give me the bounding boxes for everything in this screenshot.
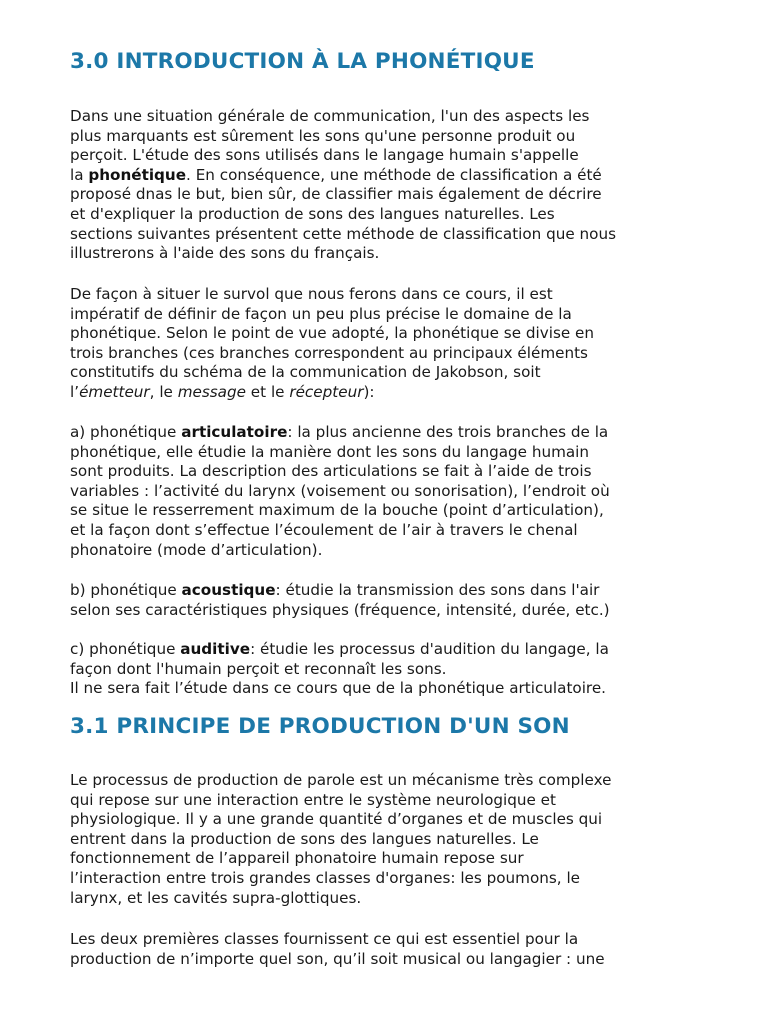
- text-line: trois branches (ces branches correspondent au principaux éléments: [70, 343, 588, 362]
- text-line: impératif de définir de façon un peu plus précise le domaine de la: [70, 304, 572, 323]
- text-line: l’émetteur, le message et le récepteur):: [70, 382, 375, 401]
- text-line: fonctionnement de l’appareil phonatoire humain repose sur: [70, 849, 524, 868]
- text-line: phonétique. Selon le point de vue adopté, la phonétique se divise en: [70, 324, 594, 343]
- intro-paragraph: [70, 107, 702, 264]
- text-line: a) phonétique articulatoire: la plus ancienne des trois branches de la: [70, 423, 609, 441]
- term-phonetique: phonétique: [88, 165, 187, 184]
- text-line: proposé dnas le but, bien sûr, de classifier mais également de décrire: [70, 185, 602, 204]
- term-recepteur: récepteur: [289, 382, 364, 401]
- text-line: et d'expliquer la production de sons des langues naturelles. Les: [70, 204, 555, 223]
- text-line: selon ses caractéristiques physiques (fréquence, intensité, durée, etc.): [70, 600, 610, 619]
- text-line: c) phonétique auditive: étudie les processus d'audition du langage, la: [70, 640, 609, 658]
- text-line: variables : l’activité du larynx (voisement ou sonorisation), l’endroit où: [70, 481, 610, 500]
- text-line: qui repose sur une interaction entre le système neurologique et: [70, 790, 556, 809]
- term-articulatoire: articulatoire: [181, 423, 288, 441]
- text-line: Dans une situation générale de communication, l'un des aspects les: [70, 107, 590, 125]
- text-line: production de n’importe quel son, qu’il soit musical ou langagier : une: [70, 949, 605, 968]
- text-line: et la façon dont s’effectue l’écoulement de l’air à travers le chenal: [70, 520, 578, 539]
- branch-c-paragraph: [70, 640, 702, 699]
- text-line: la phonétique. En conséquence, une méthode de classification a été: [70, 165, 602, 184]
- branch-b-paragraph: [70, 581, 702, 620]
- branch-a-paragraph: [70, 423, 702, 560]
- text-line: phonatoire (mode d’articulation).: [70, 540, 323, 559]
- term-auditive: auditive: [180, 640, 251, 658]
- text-line: façon dont l'humain perçoit et reconnaît les sons.: [70, 659, 447, 678]
- section-title-production: 3.1 PRINCIPE DE PRODUCTION D'UN SON: [70, 714, 570, 739]
- text-line: Il ne sera fait l’étude dans ce cours que de la phonétique articulatoire.: [70, 679, 607, 698]
- text-line: l’interaction entre trois grandes classes d'organes: les poumons, le: [70, 868, 581, 887]
- text-line: sont produits. La description des articulations se fait à l’aide de trois: [70, 462, 592, 481]
- text-line: b) phonétique acoustique: étudie la transmission des sons dans l'air: [70, 581, 600, 599]
- text-line: Le processus de production de parole est un mécanisme très complexe: [70, 771, 612, 789]
- term-message: message: [177, 382, 246, 401]
- text-line: sections suivantes présentent cette méthode de classification que nous: [70, 224, 617, 243]
- classes-paragraph: [70, 930, 702, 969]
- text-line: Les deux premières classes fournissent ce qui est essentiel pour la: [70, 930, 579, 948]
- text-line: illustrerons à l'aide des sons du français.: [70, 244, 380, 263]
- text-line: De façon à situer le survol que nous ferons dans ce cours, il est: [70, 285, 553, 303]
- term-emetteur: émetteur: [79, 382, 150, 401]
- text-line: constitutifs du schéma de la communication de Jakobson, soit: [70, 363, 541, 382]
- term-acoustique: acoustique: [181, 581, 276, 599]
- text-line: perçoit. L'étude des sons utilisés dans le langage humain s'appelle: [70, 146, 579, 165]
- text-line: phonétique, elle étudie la manière dont les sons du langage humain: [70, 442, 590, 461]
- text-line: plus marquants est sûrement les sons qu'une personne produit ou: [70, 126, 576, 145]
- text-line: physiologique. Il y a une grande quantité d’organes et de muscles qui: [70, 810, 603, 829]
- text-line: se situe le resserrement maximum de la bouche (point d’articulation),: [70, 501, 604, 520]
- text-line: entrent dans la production de sons des langues naturelles. Le: [70, 829, 539, 848]
- text-line: larynx, et les cavités supra-glottiques.: [70, 888, 362, 907]
- section-title-intro: 3.0 INTRODUCTION À LA PHONÉTIQUE: [70, 49, 535, 74]
- survol-paragraph: [70, 285, 702, 403]
- production-paragraph: [70, 771, 702, 908]
